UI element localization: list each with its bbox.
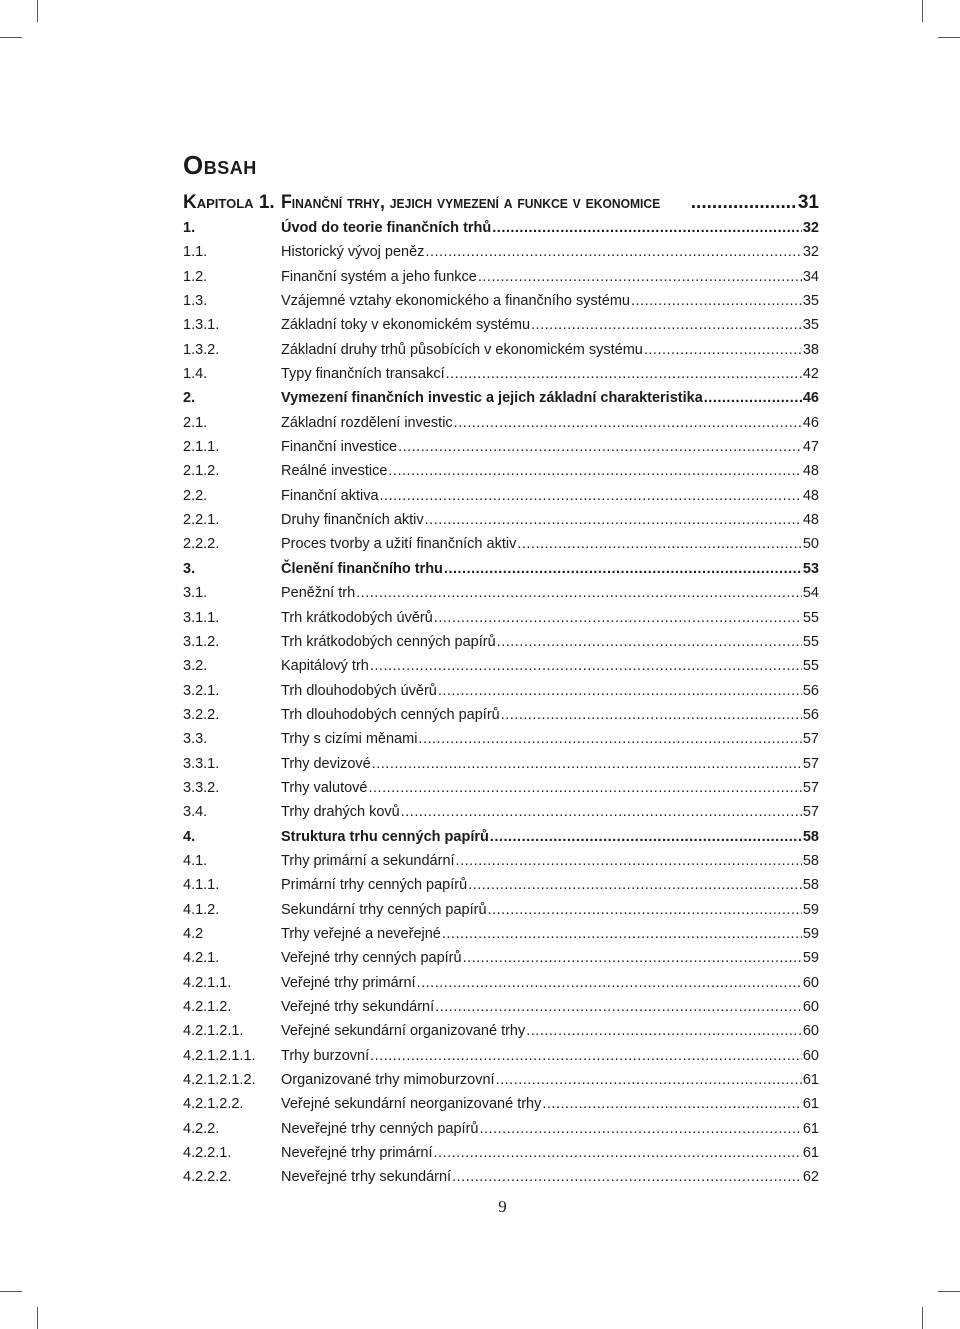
entry-page: 55 [802, 658, 819, 675]
entry-number: 3.3.1. [183, 755, 220, 772]
toc-entry[interactable] [183, 512, 819, 536]
toc-entry[interactable] [183, 585, 819, 609]
crop-mark [0, 37, 22, 38]
toc-entry[interactable] [183, 902, 819, 926]
toc-entry[interactable] [183, 975, 819, 999]
toc-entry[interactable] [183, 634, 819, 658]
entry-page: 38 [802, 341, 819, 358]
entry-page: 58 [802, 852, 819, 869]
dot-leader [691, 192, 796, 214]
entry-page: 57 [802, 804, 819, 821]
entry-number: 3.2.1. [183, 682, 220, 699]
entry-page: 46 [802, 414, 819, 431]
entry-title: Základní rozdělení investic [281, 414, 453, 431]
entry-page: 58 [802, 877, 819, 894]
toc-entry[interactable] [183, 658, 819, 682]
entry-title: Reálné investice [281, 463, 388, 480]
dot-leader [488, 902, 802, 918]
dot-leader [398, 439, 802, 455]
entry-title: Základní toky v ekonomickém systému [281, 317, 531, 334]
entry-page: 60 [802, 1047, 819, 1064]
entry-number: 1.4. [183, 366, 208, 383]
entry-title: Veřejné trhy cenných papírů [281, 950, 462, 967]
entry-page: 60 [802, 1023, 819, 1040]
dot-leader [478, 269, 802, 285]
toc-entry[interactable] [183, 707, 819, 731]
dot-leader [496, 1072, 802, 1088]
dot-leader [369, 780, 802, 796]
entry-number: 2.2.1. [183, 512, 220, 529]
dot-leader [446, 366, 802, 382]
entry-title: Primární trhy cenných papírů [281, 877, 468, 894]
entry-title: Trhy devizové [281, 755, 371, 772]
crop-mark [922, 1307, 923, 1329]
dot-leader [456, 853, 802, 869]
toc-entry[interactable] [183, 950, 819, 974]
dot-leader [454, 415, 802, 431]
dot-leader [372, 756, 802, 772]
entry-title: Veřejné sekundární organizované trhy [281, 1023, 526, 1040]
dot-leader [434, 610, 802, 626]
page-number: 9 [498, 1197, 507, 1216]
entry-number: 3. [183, 560, 196, 577]
entry-title: Neveřejné trhy sekundární [281, 1169, 452, 1186]
entry-number: 3.3. [183, 731, 208, 748]
dot-leader [468, 877, 802, 893]
entry-title: Úvod do teorie finančních trhů [281, 220, 492, 236]
entry-title: Finanční systém a jeho funkce [281, 268, 477, 285]
entry-title: Základní druhy trhů působících v ekonomickém systému [281, 341, 643, 358]
entry-number: 1.3. [183, 293, 208, 310]
entry-number: 4.2.1.2. [183, 999, 232, 1015]
crop-mark [0, 1291, 22, 1292]
entry-page: 59 [802, 901, 819, 918]
toc-entry[interactable] [183, 269, 819, 293]
chapter-number: Kapitola 1. [183, 192, 275, 213]
dot-leader [444, 561, 802, 577]
entry-number: 3.1.1. [183, 609, 220, 626]
entry-page: 32 [802, 220, 819, 236]
entry-title: Kapitálový trh [281, 658, 369, 675]
dot-leader [463, 950, 802, 966]
dot-leader [526, 1023, 802, 1039]
toc-entry[interactable] [183, 1169, 819, 1193]
toc-entry[interactable] [183, 877, 819, 901]
entry-title: Trhy drahých kovů [281, 804, 400, 821]
entry-title: Trhy s cizími měnami [281, 731, 418, 748]
dot-leader [704, 390, 802, 406]
entry-number: 2.1. [183, 414, 208, 431]
dot-leader [542, 1096, 801, 1112]
entry-number: 4.1.2. [183, 901, 220, 918]
entry-number: 3.2.2. [183, 706, 220, 723]
entry-number: 4.2.1.2.2. [183, 1096, 244, 1113]
entry-title: Sekundární trhy cenných papírů [281, 901, 487, 918]
entry-page: 58 [802, 828, 819, 845]
dot-leader [417, 975, 802, 991]
dot-leader [644, 342, 802, 358]
dot-leader [435, 999, 802, 1015]
dot-leader [452, 1169, 802, 1185]
entry-page: 48 [802, 512, 819, 529]
entry-page: 60 [802, 999, 819, 1015]
dot-leader [492, 220, 802, 236]
entry-number: 2.1.1. [183, 439, 220, 456]
entry-number: 2.2.2. [183, 536, 220, 553]
toc-entry[interactable] [183, 610, 819, 634]
entry-number: 1.3.1. [183, 317, 220, 334]
entry-title: Struktura trhu cenných papírů [281, 828, 489, 845]
toc-entry[interactable] [183, 293, 819, 317]
entry-title: Trhy veřejné a neveřejné [281, 925, 441, 942]
entry-number: 4.2.2. [183, 1120, 220, 1137]
entry-number: 4.1.1. [183, 877, 220, 894]
entry-number: 3.1.2. [183, 633, 220, 650]
dot-leader [380, 488, 802, 504]
entry-page: 57 [802, 779, 819, 796]
toc-entry[interactable] [183, 926, 819, 950]
toc-entry[interactable] [183, 683, 819, 707]
dot-leader [479, 1121, 801, 1137]
crop-mark [938, 1291, 960, 1292]
crop-mark [922, 0, 923, 22]
entry-title: Veřejné sekundární neorganizované trhy [281, 1096, 542, 1113]
entry-title: Trh krátkodobých cenných papírů [281, 633, 496, 650]
entry-number: 4.2.1.2.1.1. [183, 1047, 256, 1064]
dot-leader [501, 707, 802, 723]
page-title: Obsah [183, 150, 257, 180]
entry-page: 57 [802, 755, 819, 772]
toc-entry[interactable] [183, 853, 819, 877]
entry-title: Organizované trhy mimoburzovní [281, 1072, 495, 1089]
toc-entry[interactable] [183, 1096, 819, 1120]
entry-title: Proces tvorby a užití finančních aktiv [281, 536, 517, 553]
entry-number: 2.2. [183, 487, 208, 504]
entry-title: Trhy valutové [281, 779, 368, 796]
entry-page: 61 [802, 1072, 819, 1089]
entry-number: 4.2.1.2.1. [183, 1023, 244, 1040]
entry-number: 3.3.2. [183, 779, 220, 796]
entry-number: 1.3.2. [183, 341, 220, 358]
entry-title: Finanční investice [281, 439, 398, 456]
dot-leader [434, 1145, 802, 1161]
crop-mark [37, 0, 38, 22]
entry-number: 2. [183, 390, 196, 407]
entry-page: 54 [802, 585, 819, 602]
dot-leader [497, 634, 802, 650]
entry-page: 61 [802, 1096, 819, 1113]
toc-entry[interactable] [183, 1121, 819, 1145]
toc-entry[interactable] [183, 561, 819, 585]
entry-number: 4.2.2.1. [183, 1145, 232, 1162]
dot-leader [425, 244, 801, 260]
toc-entry[interactable] [183, 366, 819, 390]
chapter-page: 31 [797, 192, 819, 213]
entry-title: Druhy finančních aktiv [281, 512, 424, 529]
entry-title: Trh dlouhodobých cenných papírů [281, 706, 500, 723]
entry-page: 34 [802, 268, 819, 285]
entry-number: 3.4. [183, 804, 208, 821]
entry-page: 35 [802, 293, 819, 310]
entry-title: Veřejné trhy primární [281, 974, 416, 991]
toc-entry[interactable] [183, 439, 819, 463]
entry-page: 56 [802, 682, 819, 699]
entry-title: Trhy primární a sekundární [281, 852, 455, 869]
entry-page: 55 [802, 609, 819, 626]
entry-page: 57 [802, 731, 819, 748]
entry-title: Neveřejné trhy primární [281, 1145, 433, 1162]
entry-title: Trh dlouhodobých úvěrů [281, 682, 437, 699]
dot-leader [418, 731, 801, 747]
toc-entry[interactable] [183, 536, 819, 560]
entry-title: Členění finančního trhu [281, 560, 443, 577]
toc-entry[interactable] [183, 415, 819, 439]
entry-page: 48 [802, 463, 819, 480]
toc-entry[interactable] [183, 829, 819, 853]
toc-entry[interactable] [183, 390, 819, 414]
toc-entry[interactable] [183, 1048, 819, 1072]
entry-number: 1.2. [183, 268, 208, 285]
entry-title: Veřejné trhy sekundární [281, 999, 435, 1015]
entry-page: 61 [802, 1120, 819, 1137]
entry-page: 48 [802, 487, 819, 504]
entry-page: 62 [802, 1169, 819, 1186]
crop-mark [938, 37, 960, 38]
toc-list [183, 220, 819, 1194]
dot-leader [438, 683, 802, 699]
toc-entry[interactable] [183, 1023, 819, 1047]
toc-entry[interactable] [183, 731, 819, 755]
toc-entry[interactable] [183, 342, 819, 366]
entry-title: Trhy burzovní [281, 1047, 370, 1064]
entry-number: 4.1. [183, 852, 208, 869]
entry-page: 32 [802, 244, 819, 261]
entry-title: Peněžní trh [281, 585, 356, 602]
entry-number: 2.1.2. [183, 463, 220, 480]
entry-number: 4.2 [183, 925, 204, 942]
entry-page: 55 [802, 633, 819, 650]
entry-page: 56 [802, 706, 819, 723]
toc-entry[interactable] [183, 756, 819, 780]
entry-page: 59 [802, 925, 819, 942]
toc-entry[interactable] [183, 317, 819, 341]
dot-leader [388, 463, 801, 479]
entry-title: Finanční aktiva [281, 487, 379, 504]
entry-page: 35 [802, 317, 819, 334]
entry-number: 4.2.1. [183, 950, 220, 967]
dot-leader [370, 1048, 802, 1064]
dot-leader [631, 293, 802, 309]
entry-page: 61 [802, 1145, 819, 1162]
toc-entry[interactable] [183, 244, 819, 268]
entry-title: Vzájemné vztahy ekonomického a finančního systému [281, 293, 630, 310]
dot-leader [442, 926, 802, 942]
chapter-title: Finanční trhy, jejich vymezení a funkce v ekonomice [281, 192, 661, 213]
entry-title: Trh krátkodobých úvěrů [281, 609, 433, 626]
entry-page: 46 [802, 390, 819, 407]
entry-number: 4.2.1.2.1.2. [183, 1072, 256, 1089]
toc-entry[interactable] [183, 488, 819, 512]
chapter-entry[interactable] [183, 192, 819, 214]
entry-title: Vymezení finančních investic a jejich základní charakteristika [281, 390, 703, 407]
dot-leader [517, 536, 802, 552]
entry-number: 3.1. [183, 585, 208, 602]
dot-leader [401, 804, 802, 820]
toc-entry[interactable] [183, 804, 819, 828]
toc-entry[interactable] [183, 1072, 819, 1096]
entry-title: Historický vývoj peněz [281, 244, 425, 261]
dot-leader [356, 585, 802, 601]
toc-entry[interactable] [183, 780, 819, 804]
toc-entry[interactable] [183, 999, 819, 1023]
entry-page: 42 [802, 366, 819, 383]
dot-leader [425, 512, 802, 528]
entry-number: 4.2.1.1. [183, 974, 232, 991]
entry-number: 4.2.2.2. [183, 1169, 232, 1186]
entry-page: 47 [802, 439, 819, 456]
entry-page: 50 [802, 536, 819, 553]
dot-leader [490, 829, 802, 845]
dot-leader [370, 658, 802, 674]
entry-page: 60 [802, 974, 819, 991]
entry-number: 3.2. [183, 658, 208, 675]
entry-title: Neveřejné trhy cenných papírů [281, 1120, 479, 1137]
toc-entry[interactable] [183, 463, 819, 487]
entry-page: 53 [802, 560, 819, 577]
crop-mark [37, 1307, 38, 1329]
entry-title: Typy finančních transakcí [281, 366, 445, 383]
entry-number: 1.1. [183, 244, 208, 261]
entry-number: 4. [183, 828, 196, 845]
dot-leader [531, 317, 802, 333]
entry-number: 1. [183, 220, 196, 236]
entry-page: 59 [802, 950, 819, 967]
toc-entry[interactable] [183, 220, 819, 244]
toc-entry[interactable] [183, 1145, 819, 1169]
